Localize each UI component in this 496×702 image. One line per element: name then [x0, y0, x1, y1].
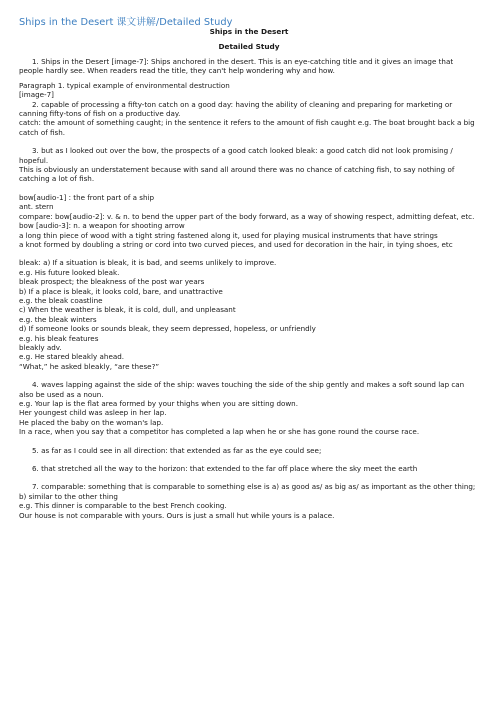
- paragraph: In a race, when you say that a competitor has completed a lap when he or she has gone round the course race.: [19, 427, 420, 437]
- paragraph: Our house is not comparable with yours. Ours is just a small hut while yours is a palace.: [19, 510, 335, 520]
- paragraph: 4. waves lapping against the side of the ship: waves touching the side of the ship gently and makes a soft sound lap can also be used as a noun.: [19, 380, 465, 399]
- paragraph: [image-7]: [19, 90, 54, 100]
- paragraph: c) When the weather is bleak, it is cold, dull, and unpleasant: [19, 305, 236, 315]
- paragraph: bow[audio-1] : the front part of a ship: [19, 192, 155, 202]
- paragraph: e.g. the bleak winters: [19, 314, 97, 324]
- paragraph: e.g. Your lap is the flat area formed by your thighs when you are sitting down.: [19, 399, 298, 408]
- paragraph: e.g. the bleak coastline: [19, 295, 103, 305]
- paragraph: 6. that stretched all the way to the horizon: that extended to the far off place where the sky meet the earth: [32, 464, 418, 474]
- paragraph: Her youngest child was asleep in her lap.: [19, 408, 167, 418]
- paragraph: ant. stern: [19, 202, 54, 212]
- paragraph: compare: bow[audio-2]: v. & n. to bend the upper part of the body forward, as a way of showing respect, admitting defeat, etc.: [19, 211, 475, 221]
- paragraph: 2. capable of processing a fifty-ton catch on a good day: having the ability of cleaning and preparing for marketing or canning fifty-tons of fish on a productive day.: [19, 99, 453, 119]
- article-subtitle: Detailed Study: [218, 42, 280, 51]
- paragraph: e.g. his bleak features: [19, 333, 99, 343]
- paragraph: d) If someone looks or sounds bleak, they seem depressed, hopeless, or unfriendly: [19, 324, 316, 334]
- paragraph: 1. Ships in the Desert [image-7]: Ships anchored in the desert. This is an eye-catching title and it gives an image that people hardly see. When readers read the title, they can't help wondering why and how.: [19, 57, 454, 76]
- paragraph: bleak prospect; the bleakness of the post war years: [19, 277, 205, 287]
- article-title: Ships in the Desert: [209, 27, 289, 36]
- paragraph: He placed the baby on the woman's lap.: [19, 417, 164, 427]
- paragraph: This is obviously an understatement because with sand all around there was no chance of catching fish, to say nothing of catching a lot of fish.: [19, 165, 455, 184]
- paragraph: Paragraph 1. typical example of environmental destruction: [19, 80, 230, 90]
- paragraph: 7. comparable: something that is comparable to something else is a) as good as/ as big as/ as important as the other thing; b) similar to the other thing: [19, 482, 476, 501]
- paragraph: bow [audio-3]: n. a weapon for shooting arrow: [19, 221, 185, 231]
- paragraph: e.g. He stared bleakly ahead.: [19, 352, 125, 362]
- paragraph: a knot formed by doubling a string or cord into two curved pieces, and used for decoration in the hair, in tying shoes, etc: [19, 239, 453, 249]
- paragraph: bleakly adv.: [19, 342, 62, 352]
- paragraph: 3. but as I looked out over the bow, the prospects of a good catch looked bleak: a good catch did not look promising / hopeful.: [19, 146, 453, 165]
- paragraph: b) If a place is bleak, it looks cold, bare, and unattractive: [19, 286, 223, 296]
- paragraph: e.g. His future looked bleak.: [19, 267, 120, 277]
- paragraph: a long thin piece of wood with a tight string fastened along it, used for playing musical instruments that have strings: [19, 230, 438, 240]
- paragraph: e.g. This dinner is comparable to the best French cooking.: [19, 501, 227, 511]
- document-title: Ships in the Desert 课文讲解/Detailed Study: [19, 17, 233, 28]
- paragraph: 5. as far as I could see in all direction: that extended as far as the eye could see;: [32, 445, 322, 455]
- paragraph: bleak: a) If a situation is bleak, it is bad, and seems unlikely to improve.: [19, 258, 277, 268]
- paragraph: “What,” he asked bleakly, “are these?”: [19, 361, 160, 371]
- paragraph: catch: the amount of something caught; in the sentence it refers to the amount of fish caught e.g. The boat brought back a big catch of fish.: [19, 118, 475, 137]
